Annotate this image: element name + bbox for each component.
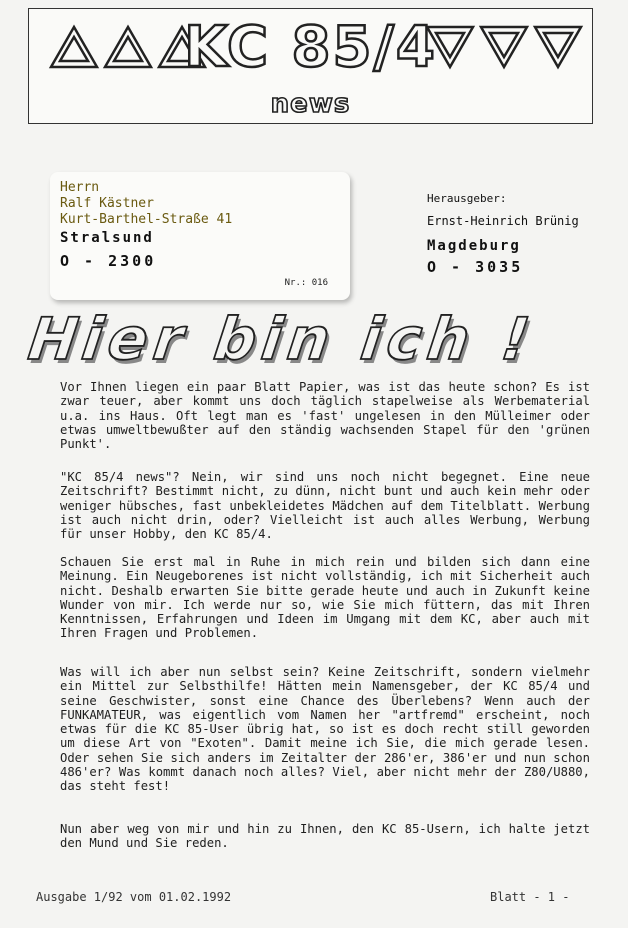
masthead-subtitle: news <box>270 89 351 119</box>
publisher-zip: O - 3035 <box>427 258 524 276</box>
issue-number: Nr.: 016 <box>284 278 328 288</box>
paragraph-3: Schauen Sie erst mal in Ruhe in mich rein und bilden sich dann eine Meinung. Ein Neugeborenes ist nicht vollständig, ich mit Sicherheit auch nicht. Deshalb erwarten Sie bitte gerade heute und auch in Zukunft keine Wunder von mir. Ich werde nur so, wie Sie mich füttern, das mit Ihren Kenntnissen, Erfahrungen und Ideen im Umgang mit dem KC, aber auch mit Ihren Fragen und Problemen. <box>60 555 590 641</box>
publisher-label: Herausgeber: <box>427 192 507 205</box>
footer-issue: Ausgabe 1/92 vom 01.02.1992 <box>36 890 232 904</box>
paragraph-5: Nun aber weg von mir und hin zu Ihnen, den KC 85-Usern, ich halte jetzt den Mund und Sie reden. <box>60 822 590 851</box>
recipient-address <box>50 172 350 300</box>
address-city: Stralsund <box>60 230 154 246</box>
publisher-name: Ernst-Heinrich Brünig <box>427 214 579 228</box>
masthead-title: KC 85/4 <box>184 15 437 80</box>
paragraph-2: "KC 85/4 news"? Nein, wir sind uns noch nicht begegnet. Eine neue Zeitschrift? Bestimmt nicht, zu dünn, nicht bunt und auch kein mehr oder weniger hübsches, fast unbekleidetes Mädchen auf dem Titelblatt. Werbung ist auch nicht drin, oder? Vielleicht ist auch alles Werbung, Werbung für unser Hobby, den KC 85/4. <box>60 470 590 542</box>
paragraph-4: Was will ich aber nun selbst sein? Keine Zeitschrift, sondern vielmehr ein Mittel zur Selbsthilfe! Hätten mein Namensgeber, der KC 85/4 und seine Geschwister, sonst eine Chance des Überlebens? Wenn auch der FUNKAMATEUR, was eigentlich vom Namen her "artfremd" erscheint, noch etwas für die KC 85-User übrig hat, so ist es doch recht still geworden um diese Art von "Exoten". Damit meine ich Sie, die mich gerade lesen. Oder sehen Sie sich anders im Zeitalter der 286'er, 386'er und nun schon 486'er? Was kommt danach noch alles? Viel, aber nicht mehr der Z80/U880, das steht fest! <box>60 665 590 794</box>
headline-text: Hier bin ich ! <box>17 305 546 373</box>
address-street: Kurt-Barthel-Straße 41 <box>60 212 233 227</box>
paragraph-1: Vor Ihnen liegen ein paar Blatt Papier, was ist das heute schon? Es ist zwar teuer, aber kommt uns doch täglich stapelweise als Werbematerial u.a. ins Haus. Oft legt man es 'fast' ungelesen in den Mülleimer oder etwas umweltbewußter auf den ständig wachsenden Stapel für den 'grünen Punkt'. <box>60 380 590 452</box>
footer-page: Blatt - 1 - <box>490 890 570 904</box>
address-salutation: Herrn <box>60 180 100 195</box>
address-zip: O - 2300 <box>60 252 157 270</box>
masthead <box>28 8 593 124</box>
address-name: Ralf Kästner <box>60 196 154 211</box>
publisher-city: Magdeburg <box>427 238 521 254</box>
